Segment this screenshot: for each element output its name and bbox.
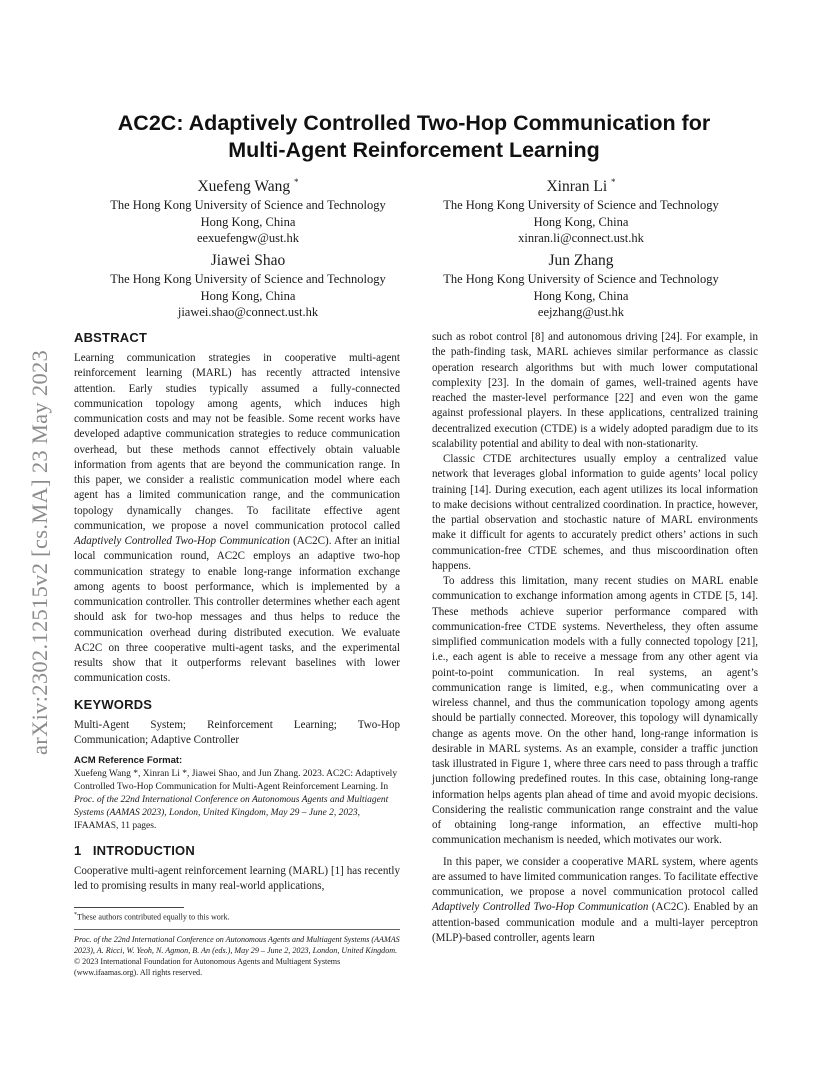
protocol-name: Adaptively Controlled Two-Hop Communication bbox=[432, 901, 649, 914]
author-location: Hong Kong, China bbox=[200, 214, 296, 229]
author-affiliation: The Hong Kong University of Science and Technology bbox=[110, 272, 386, 286]
author-block-4 bbox=[411, 251, 751, 321]
introduction-text: Cooperative multi-agent reinforcement learning (MARL) [1] has recently led to promising results in many real-world applications, bbox=[74, 865, 400, 893]
author-name: Jun Zhang bbox=[548, 252, 614, 269]
publication-info: Proc. of the 22nd International Conference on Autonomous Agents and Multiagent Systems (AAMAS 2023), A. Ricci, W. Yeoh, N. Agmon, B. An (eds.), May 29 – June 2, 2023, London, United Kingdom. © 2023 International Foundation for Autonomous Agents and Multiagent Systems (www.ifaamas.org). All rights reserved. bbox=[74, 935, 400, 978]
acm-ref-heading: ACM Reference Format: bbox=[74, 755, 183, 766]
abstract-heading: ABSTRACT bbox=[74, 330, 148, 345]
intro-paragraph-3: To address this limitation, many recent studies on MARL enable communication to exchange information among agents in CTDE [5, 14]. These methods achieve superior performance compared with communication-free CTDE systems. Nevertheless, they often assume simplified communication models with a fully connected topology [21], i.e., each agent is able to receive a message from any other agent via point-to-point communication. In real systems, an agent’s communication range is limited, e.g., when communicating over a wireless channel, and thus the communication topology among agents should be partially connected. Moreover, this topology will dynamically change as agents move. On the other hand, long-range information is desirable in MARL systems. As an example, consider a traffic junction task illustrated in Figure 1, where three cars need to pass through a traffic junction following predefined routes. In this case, obtaining long-range information helps agents plan ahead of time and avoid myopic decisions. Considering the realistic communication range constraint and the value of obtaining long-range information, an effective multi-hop communication mechanism is needed, which motivates our work. bbox=[432, 575, 758, 847]
intro-paragraph-2: Classic CTDE architectures usually employ a centralized value network that leverages global information to guide agents’ local policy training [14]. During execution, each agent utilizes its local information to make decisions without centralized coordination. In practice, however, the partial observation and stochastic nature of MARL environments make it difficult for agents to accurately predict others’ actions in such communication-free CTDE schemes, and thus miscoordination often happens. bbox=[432, 453, 758, 572]
left-column bbox=[74, 330, 400, 978]
abstract-text: Learning communication strategies in cooperative multi-agent reinforcement learning (MARL) has recently attracted intensive attention. Early studies typically assumed a fully-connected communication topology among agents, which induces high communication costs and may not be feasible. Some recent works have developed adaptive communication strategies to reduce communication overhead, but these methods cannot effectively obtain valuable information from agents that are beyond the communication range. In this paper, we consider a realistic communication model where each agent has a limited communication range, and the communication topology dynamically changes. To facilitate effective agent communication, we propose a novel communication protocol called Adaptively Controlled Two-Hop Communication (AC2C). After an initial local communication round, AC2C employs an adaptive two-hop communication strategy to enable long-range information exchange among agents to boost performance, which is implemented by a communication controller. This controller determines whether each agent should ask for two-hop messages and thus helps to reduce the communication overhead during distributed execution. We evaluate AC2C on three cooperative multi-agent tasks, and the experimental results show that it outperforms relevant baselines with lower communication costs. bbox=[74, 352, 401, 685]
keywords-heading: KEYWORDS bbox=[74, 696, 153, 712]
title-line-2: Multi-Agent Reinforcement Learning bbox=[228, 138, 600, 162]
author-name: Jiawei Shao bbox=[210, 252, 286, 269]
author-block-3 bbox=[78, 251, 418, 321]
author-email: xinran.li@connect.ust.hk bbox=[518, 231, 644, 246]
introduction-heading: 1 INTRODUCTION bbox=[74, 843, 195, 858]
keywords-text: Multi-Agent System; Reinforcement Learning; Two-Hop Communication; Adaptive Controller bbox=[74, 718, 400, 746]
intro-paragraph-1: such as robot control [8] and autonomous driving [24]. For example, in the path-finding task, MARL achieves similar performance as classic operation research algorithms but with much lower computational complexity [23]. In the domain of games, well-trained agents have reached the master-level performance [22] and even won the game against professional players. In these applications, centralized training decentralized execution (CTDE) is a widely adopted paradigm due to its scalability potential and ability to deal with non-stationarity. bbox=[432, 331, 758, 450]
intro-paragraph-4: In this paper, we consider a cooperative MARL system, where agents are assumed to have limited communication ranges. To facilitate effective communication, we propose a novel communication protocol called Adaptively Controlled Two-Hop Communication (AC2C). Enabled by an attention-based communication module and a multi-layer perceptron (MLP)-based controller, agents learn bbox=[432, 855, 759, 944]
protocol-name: Adaptively Controlled Two-Hop Communication bbox=[74, 535, 290, 547]
equal-contribution-mark: * bbox=[611, 177, 616, 187]
author-name: Xuefeng Wang bbox=[197, 178, 291, 196]
author-name: Xinran Li bbox=[546, 178, 608, 196]
author-block-2 bbox=[411, 172, 751, 247]
author-location: Hong Kong, China bbox=[533, 288, 629, 303]
footnote-rule bbox=[74, 907, 184, 908]
acm-ref-text: Xuefeng Wang *, Xinran Li *, Jiawei Shao, and Jun Zhang. 2023. AC2C: Adaptively Controlled Two-Hop Communication for Multi-Agent Reinforcement Learning. In Proc. of the 22nd International Conference on Autonomous Agents and Multiagent Systems (AAMAS 2023), London, United Kingdom, May 29 – June 2, 2023, IFAAMAS, 11 pages. bbox=[74, 769, 398, 831]
title-line-1: AC2C: Adaptively Controlled Two-Hop Communication for bbox=[117, 111, 711, 135]
author-email: jiawei.shao@connect.ust.hk bbox=[177, 305, 319, 319]
author-location: Hong Kong, China bbox=[533, 214, 629, 229]
equal-contribution-mark: * bbox=[294, 177, 299, 187]
author-affiliation: The Hong Kong University of Science and Technology bbox=[110, 198, 386, 213]
author-block-1 bbox=[78, 172, 418, 247]
author-email: eejzhang@ust.hk bbox=[537, 305, 625, 319]
author-location: Hong Kong, China bbox=[200, 288, 296, 303]
author-email: eexuefengw@ust.hk bbox=[196, 231, 300, 246]
right-column bbox=[432, 330, 758, 946]
publication-rule bbox=[74, 929, 400, 930]
author-affiliation: The Hong Kong University of Science and Technology bbox=[443, 198, 719, 213]
arxiv-identifier: arXiv:2302.12515v2 [cs.MA] 23 May 2023 bbox=[27, 349, 52, 755]
paper-title bbox=[74, 110, 754, 164]
footnote: *These authors contributed equally to this work. bbox=[74, 911, 230, 922]
author-affiliation: The Hong Kong University of Science and Technology bbox=[443, 272, 719, 286]
